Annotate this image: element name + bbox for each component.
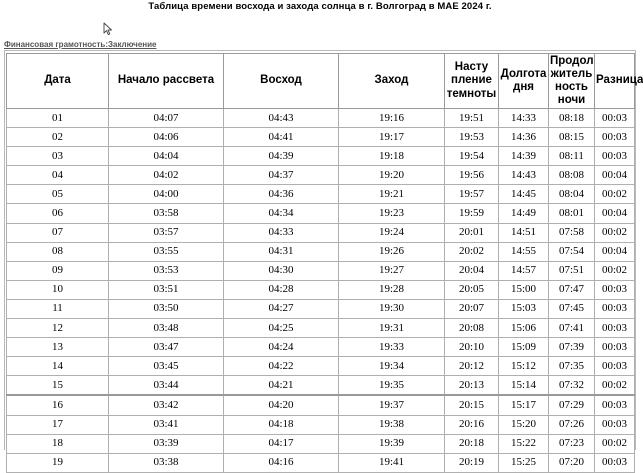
darkness-cell: 19:53 [445, 128, 499, 147]
sunset-cell: 19:38 [339, 415, 445, 434]
darkness-cell: 19:51 [445, 109, 499, 128]
dawn-cell: 03:39 [109, 434, 224, 453]
col-header-night-length: Продол житель ность ночи [549, 54, 595, 109]
table-body [7, 109, 635, 473]
dawn-cell: 03:58 [109, 204, 224, 223]
night-length-cell: 08:18 [549, 109, 595, 128]
night-length-cell: 07:20 [549, 453, 595, 472]
night-length-cell: 07:35 [549, 357, 595, 376]
darkness-cell: 19:56 [445, 166, 499, 185]
night-length-cell: 08:01 [549, 204, 595, 223]
page-title: Таблица времени восхода и захода солнца в г. Волгоград в МАЕ 2024 г. [148, 1, 492, 12]
date-cell: 04 [7, 166, 109, 185]
sunrise-cell: 04:17 [224, 434, 339, 453]
night-length-cell: 08:04 [549, 185, 595, 204]
night-length-cell: 07:47 [549, 280, 595, 299]
day-length-cell: 15:20 [499, 415, 549, 434]
table-row [7, 185, 635, 204]
difference-cell: 00:02 [595, 434, 635, 453]
sunrise-cell: 04:20 [224, 395, 339, 415]
table-row [7, 338, 635, 357]
table-row [7, 147, 635, 166]
sunrise-cell: 04:41 [224, 128, 339, 147]
sunset-cell: 19:27 [339, 261, 445, 280]
night-length-cell: 07:23 [549, 434, 595, 453]
col-header-sunrise: Восход [224, 54, 339, 109]
dawn-cell: 03:44 [109, 376, 224, 396]
sunrise-cell: 04:36 [224, 185, 339, 204]
difference-cell: 00:03 [595, 395, 635, 415]
sunset-cell: 19:26 [339, 242, 445, 261]
darkness-cell: 20:04 [445, 261, 499, 280]
difference-cell: 00:04 [595, 242, 635, 261]
date-cell: 09 [7, 261, 109, 280]
day-length-cell: 15:14 [499, 376, 549, 396]
sunset-cell: 19:18 [339, 147, 445, 166]
sunset-cell: 19:20 [339, 166, 445, 185]
night-length-cell: 07:29 [549, 395, 595, 415]
dawn-cell: 04:07 [109, 109, 224, 128]
sunset-cell: 19:16 [339, 109, 445, 128]
difference-cell: 00:03 [595, 128, 635, 147]
day-length-cell: 15:00 [499, 280, 549, 299]
sunrise-cell: 04:30 [224, 261, 339, 280]
breadcrumb-link[interactable]: Финансовая грамотность:Заключение [4, 40, 157, 49]
sunset-cell: 19:28 [339, 280, 445, 299]
date-cell: 11 [7, 299, 109, 318]
night-length-cell: 07:51 [549, 261, 595, 280]
night-length-cell: 08:11 [549, 147, 595, 166]
day-length-cell: 14:33 [499, 109, 549, 128]
date-cell: 14 [7, 357, 109, 376]
night-length-cell: 07:39 [549, 338, 595, 357]
sunset-cell: 19:35 [339, 376, 445, 396]
sunrise-cell: 04:31 [224, 242, 339, 261]
darkness-cell: 20:12 [445, 357, 499, 376]
date-cell: 13 [7, 338, 109, 357]
table-row [7, 128, 635, 147]
difference-cell: 00:02 [595, 261, 635, 280]
darkness-cell: 20:05 [445, 280, 499, 299]
table-row [7, 376, 635, 396]
sunset-cell: 19:17 [339, 128, 445, 147]
dawn-cell: 03:41 [109, 415, 224, 434]
sunrise-cell: 04:34 [224, 204, 339, 223]
table-row [7, 299, 635, 318]
night-length-cell: 07:58 [549, 223, 595, 242]
col-header-sunset: Заход [339, 54, 445, 109]
date-cell: 15 [7, 376, 109, 396]
sunrise-cell: 04:43 [224, 109, 339, 128]
date-cell: 03 [7, 147, 109, 166]
darkness-cell: 20:08 [445, 319, 499, 338]
difference-cell: 00:02 [595, 185, 635, 204]
darkness-cell: 20:19 [445, 453, 499, 472]
night-length-cell: 07:32 [549, 376, 595, 396]
sunrise-cell: 04:28 [224, 280, 339, 299]
difference-cell: 00:04 [595, 204, 635, 223]
difference-cell: 00:03 [595, 280, 635, 299]
col-header-date: Дата [7, 54, 109, 109]
table-row [7, 453, 635, 472]
dawn-cell: 03:57 [109, 223, 224, 242]
date-cell: 12 [7, 319, 109, 338]
darkness-cell: 19:54 [445, 147, 499, 166]
dawn-cell: 03:45 [109, 357, 224, 376]
dawn-cell: 03:42 [109, 395, 224, 415]
dawn-cell: 03:53 [109, 261, 224, 280]
difference-cell: 00:02 [595, 376, 635, 396]
darkness-cell: 20:18 [445, 434, 499, 453]
date-cell: 07 [7, 223, 109, 242]
darkness-cell: 20:10 [445, 338, 499, 357]
sunset-cell: 19:33 [339, 338, 445, 357]
day-length-cell: 14:43 [499, 166, 549, 185]
sun-times-table [6, 53, 643, 473]
table-frame [4, 50, 643, 469]
dawn-cell: 03:50 [109, 299, 224, 318]
day-length-cell: 14:36 [499, 128, 549, 147]
difference-cell: 00:03 [595, 109, 635, 128]
night-length-cell: 07:54 [549, 242, 595, 261]
sunrise-cell: 04:37 [224, 166, 339, 185]
date-cell: 05 [7, 185, 109, 204]
darkness-cell: 20:15 [445, 395, 499, 415]
darkness-cell: 20:02 [445, 242, 499, 261]
sunrise-cell: 04:21 [224, 376, 339, 396]
darkness-cell: 20:16 [445, 415, 499, 434]
night-length-cell: 07:26 [549, 415, 595, 434]
day-length-cell: 15:17 [499, 395, 549, 415]
dawn-cell: 03:48 [109, 319, 224, 338]
sunset-cell: 19:23 [339, 204, 445, 223]
date-cell: 17 [7, 415, 109, 434]
dawn-cell: 04:00 [109, 185, 224, 204]
col-header-day-length: Долгота дня [499, 54, 549, 109]
day-length-cell: 14:49 [499, 204, 549, 223]
table-row [7, 395, 635, 415]
table-row [7, 434, 635, 453]
date-cell: 08 [7, 242, 109, 261]
night-length-cell: 08:08 [549, 166, 595, 185]
difference-cell: 00:03 [595, 319, 635, 338]
date-cell: 19 [7, 453, 109, 472]
table-row [7, 357, 635, 376]
night-length-cell: 07:41 [549, 319, 595, 338]
darkness-cell: 20:13 [445, 376, 499, 396]
table-row [7, 166, 635, 185]
difference-cell: 00:02 [595, 223, 635, 242]
dawn-cell: 03:47 [109, 338, 224, 357]
dawn-cell: 03:51 [109, 280, 224, 299]
col-header-darkness: Насту пление темноты [445, 54, 499, 109]
table-row [7, 280, 635, 299]
col-header-dawn: Начало рассвета [109, 54, 224, 109]
table-header-row [7, 54, 635, 109]
darkness-cell: 20:07 [445, 299, 499, 318]
dawn-cell: 04:04 [109, 147, 224, 166]
difference-cell: 00:03 [595, 415, 635, 434]
sunrise-cell: 04:27 [224, 299, 339, 318]
date-cell: 18 [7, 434, 109, 453]
date-cell: 10 [7, 280, 109, 299]
date-cell: 01 [7, 109, 109, 128]
darkness-cell: 19:57 [445, 185, 499, 204]
day-length-cell: 15:06 [499, 319, 549, 338]
night-length-cell: 08:15 [549, 128, 595, 147]
dawn-cell: 03:55 [109, 242, 224, 261]
sunrise-cell: 04:22 [224, 357, 339, 376]
darkness-cell: 20:01 [445, 223, 499, 242]
table-row [7, 319, 635, 338]
sunrise-cell: 04:39 [224, 147, 339, 166]
table-row [7, 204, 635, 223]
difference-cell: 00:03 [595, 357, 635, 376]
col-header-difference: Разница [595, 54, 635, 109]
date-cell: 16 [7, 395, 109, 415]
day-length-cell: 14:51 [499, 223, 549, 242]
table-row [7, 223, 635, 242]
night-length-cell: 07:45 [549, 299, 595, 318]
sunrise-cell: 04:18 [224, 415, 339, 434]
day-length-cell: 15:22 [499, 434, 549, 453]
day-length-cell: 15:25 [499, 453, 549, 472]
day-length-cell: 14:39 [499, 147, 549, 166]
sunset-cell: 19:37 [339, 395, 445, 415]
day-length-cell: 15:09 [499, 338, 549, 357]
day-length-cell: 15:12 [499, 357, 549, 376]
sunset-cell: 19:31 [339, 319, 445, 338]
difference-cell: 00:04 [595, 166, 635, 185]
sunset-cell: 19:34 [339, 357, 445, 376]
mouse-cursor-icon [103, 22, 113, 36]
difference-cell: 00:03 [595, 147, 635, 166]
table-row [7, 415, 635, 434]
day-length-cell: 15:03 [499, 299, 549, 318]
sunrise-cell: 04:16 [224, 453, 339, 472]
sunrise-cell: 04:24 [224, 338, 339, 357]
sunset-cell: 19:30 [339, 299, 445, 318]
sunrise-cell: 04:33 [224, 223, 339, 242]
darkness-cell: 19:59 [445, 204, 499, 223]
table-row [7, 109, 635, 128]
difference-cell: 00:03 [595, 299, 635, 318]
difference-cell: 00:03 [595, 453, 635, 472]
sunset-cell: 19:21 [339, 185, 445, 204]
dawn-cell: 04:06 [109, 128, 224, 147]
day-length-cell: 14:57 [499, 261, 549, 280]
sunrise-cell: 04:25 [224, 319, 339, 338]
dawn-cell: 03:38 [109, 453, 224, 472]
day-length-cell: 14:45 [499, 185, 549, 204]
date-cell: 06 [7, 204, 109, 223]
sunset-cell: 19:24 [339, 223, 445, 242]
date-cell: 02 [7, 128, 109, 147]
dawn-cell: 04:02 [109, 166, 224, 185]
sunset-cell: 19:39 [339, 434, 445, 453]
table-row [7, 261, 635, 280]
difference-cell: 00:03 [595, 338, 635, 357]
sunset-cell: 19:41 [339, 453, 445, 472]
table-row [7, 242, 635, 261]
day-length-cell: 14:55 [499, 242, 549, 261]
